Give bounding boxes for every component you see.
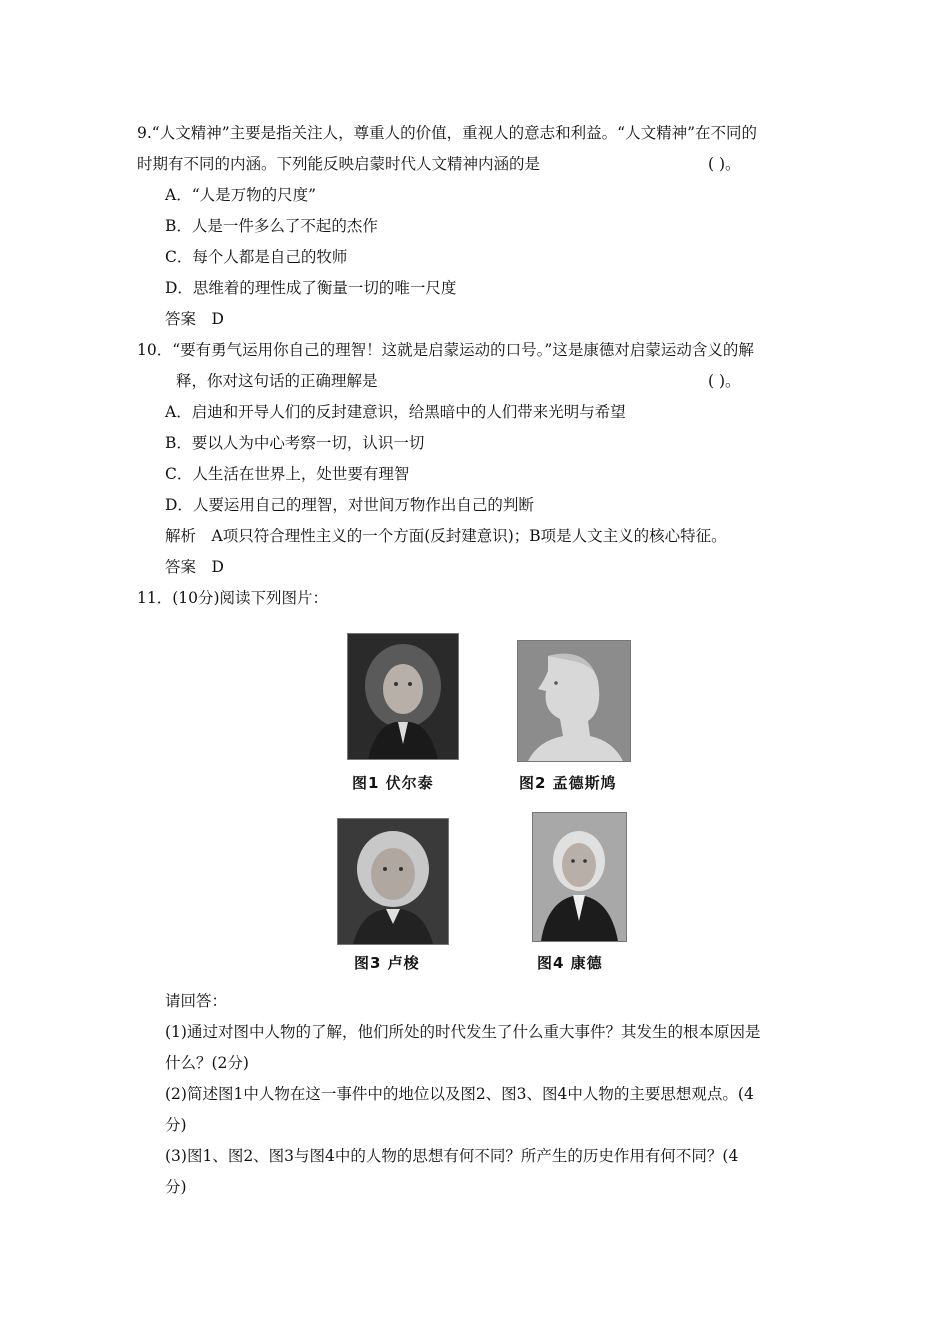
q9-stem-line2: 时期有不同的内涵。下列能反映启蒙时代人文精神内涵的是 <box>137 155 541 173</box>
q11-sub2-line1: (2)简述图1中人物在这一事件中的地位以及图2、图3、图4中人物的主要思想观点。(4 <box>165 1085 754 1103</box>
portrait-voltaire <box>347 633 459 760</box>
q10-option-b: B．要以人为中心考察一切，认识一切 <box>165 434 425 452</box>
q11-sub1-line2: 什么？(2分) <box>165 1054 249 1072</box>
portrait-kant <box>532 812 627 942</box>
q9-option-c: C．每个人都是自己的牧师 <box>165 248 348 266</box>
q10-answer-blank: ( )。 <box>708 372 741 390</box>
q10-option-d: D．人要运用自己的理智，对世间万物作出自己的判断 <box>165 496 534 514</box>
q10-option-a: A．启迪和开导人们的反封建意识，给黑暗中的人们带来光明与希望 <box>165 403 626 421</box>
q9-answer: 答案 D <box>165 310 224 328</box>
q11-sub3-line1: (3)图1、图2、图3与图4中的人物的思想有何不同？所产生的历史作用有何不同？(4 <box>165 1147 739 1165</box>
q11-sub1-line1: (1)通过对图中人物的了解，他们所处的时代发生了什么重大事件？其发生的根本原因是 <box>165 1023 761 1041</box>
q9-answer-blank: ( )。 <box>708 155 741 173</box>
q10-option-c: C．人生活在世界上，处世要有理智 <box>165 465 410 483</box>
figure-1-caption: 图1 伏尔泰 <box>352 774 434 792</box>
figure-4-caption: 图4 康德 <box>537 954 603 972</box>
q9-option-b: B．人是一件多么了不起的杰作 <box>165 217 378 235</box>
q11-title: 11．(10分)阅读下列图片： <box>137 589 329 607</box>
q10-stem-line2: 释，你对这句话的正确理解是 <box>176 372 378 390</box>
q9-stem-line1: 9.“人文精神”主要是指关注人，尊重人的价值，重视人的意志和利益。“人文精神”在不同的 <box>137 124 757 142</box>
portrait-rousseau <box>337 818 449 945</box>
figure-2-caption: 图2 孟德斯鸠 <box>519 774 617 792</box>
q10-answer: 答案 D <box>165 558 224 576</box>
q11-sub2-line2: 分) <box>165 1116 187 1134</box>
q11-sub3-line2: 分) <box>165 1178 187 1196</box>
q9-option-d: D．思维着的理性成了衡量一切的唯一尺度 <box>165 279 457 297</box>
q10-analysis: 解析 A项只符合理性主义的一个方面(反封建意识)；B项是人文主义的核心特征。 <box>165 527 727 545</box>
q9-option-a: A．“人是万物的尺度” <box>165 186 317 204</box>
q10-stem-line1: 10．“要有勇气运用你自己的理智！这就是启蒙运动的口号。”这是康德对启蒙运动含义的解 <box>137 341 754 359</box>
figure-3-caption: 图3 卢梭 <box>354 954 420 972</box>
portrait-montesquieu <box>517 640 631 762</box>
q11-prompt: 请回答： <box>165 992 228 1010</box>
